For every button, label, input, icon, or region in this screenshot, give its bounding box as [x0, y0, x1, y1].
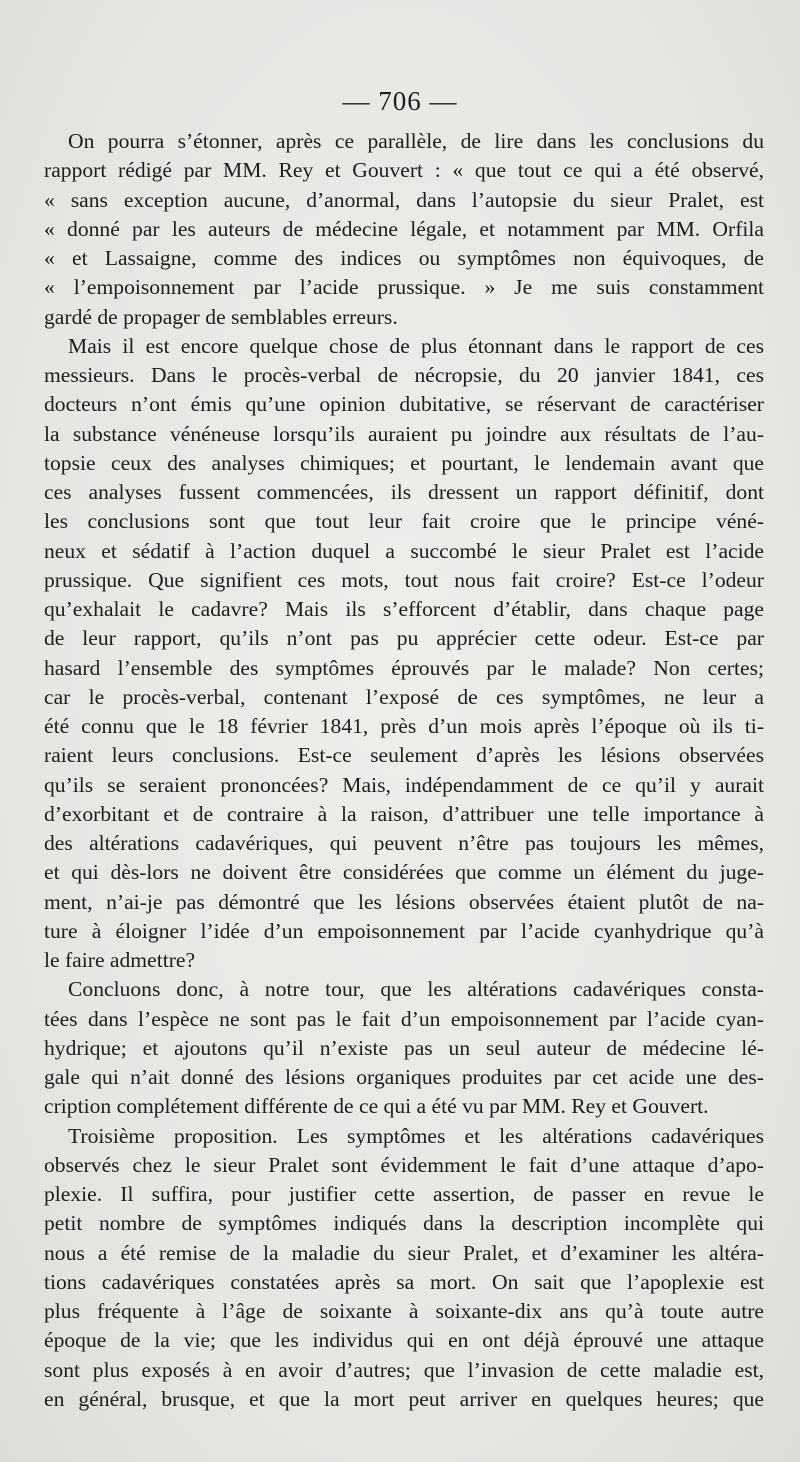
- text-line: prussique. Que signifient ces mots, tout nous fait croire? Est-ce l’odeur: [44, 567, 764, 592]
- text-line: rapport rédigé par MM. Rey et Gouvert : « que tout ce qui a été observé,: [44, 158, 764, 183]
- text-line: été connu que le 18 février 1841, près d’un mois après l’époque où ils ti-: [44, 714, 764, 738]
- text-line: car le procès-verbal, contenant l’exposé de ces symptômes, ne leur a: [44, 684, 764, 709]
- text-line: les conclusions sont que tout leur fait croire que le principe véné-: [44, 509, 764, 534]
- text-line: « sans exception aucune, d’anormal, dans l’autopsie du sieur Pralet, est: [44, 187, 764, 212]
- text-line: raient leurs conclusions. Est-ce seulement d’après les lésions observées: [44, 743, 764, 768]
- text-line: tions cadavériques constatées après sa mort. On sait que l’apoplexie est: [44, 1269, 764, 1294]
- text-line: qu’ils se seraient prononcées? Mais, indépendamment de ce qu’il y aurait: [44, 772, 764, 797]
- text-line: topsie ceux des analyses chimiques; et pourtant, le lendemain avant que: [44, 450, 764, 475]
- text-line: ces analyses fussent commencées, ils dressent un rapport définitif, dont: [44, 480, 764, 504]
- text-line: petit nombre de symptômes indiqués dans la description incomplète qui: [44, 1211, 764, 1236]
- text-line: en général, brusque, et que la mort peut arriver en quelques heures; que: [44, 1386, 764, 1411]
- text-line: plus fréquente à l’âge de soixante à soixante-dix ans qu’à toute autre: [44, 1299, 764, 1323]
- text-line: plexie. Il suffira, pour justifier cette assertion, de passer en revue le: [44, 1182, 764, 1206]
- text-line: Mais il est encore quelque chose de plus étonnant dans le rapport de ces: [68, 333, 764, 358]
- text-line: tées dans l’espèce ne sont pas le fait d’un empoisonnement par l’acide cyan-: [44, 1006, 764, 1031]
- text-line: ment, n’ai-je pas démontré que les lésions observées étaient plutôt de na-: [44, 889, 764, 914]
- text-line: neux et sédatif à l’action duquel a succombé le sieur Pralet est l’acide: [44, 538, 764, 563]
- text-line: des altérations cadavériques, qui peuvent n’être pas toujours les mêmes,: [44, 831, 764, 855]
- text-line: « donné par les auteurs de médecine légale, et notamment par MM. Orfila: [44, 216, 764, 241]
- text-line: la substance vénéneuse lorsqu’ils auraient pu joindre aux résultats de l’au-: [44, 421, 764, 446]
- text-line: « l’empoisonnement par l’acide prussique. » Je me suis constamment: [44, 275, 764, 300]
- text-line: Concluons donc, à notre tour, que les altérations cadavériques consta-: [68, 977, 764, 1002]
- text-line: qu’exhalait le cadavre? Mais ils s’efforcent d’établir, dans chaque page: [44, 597, 764, 621]
- text-line: cription complétement différente de ce qui a été vu par MM. Rey et Gouvert.: [44, 1094, 709, 1119]
- text-line: sont plus exposés à en avoir d’autres; que l’invasion de cette maladie est,: [44, 1357, 764, 1382]
- text-line: d’exorbitant et de contraire à la raison, d’attribuer une telle importance à: [44, 801, 764, 826]
- body-text: [44, 127, 764, 1414]
- text-line: nous a été remise de la maladie du sieur Pralet, et d’examiner les altéra-: [44, 1240, 764, 1265]
- text-line: ture à éloigner l’idée d’un empoisonnement par l’acide cyanhydrique qu’à: [44, 918, 764, 943]
- text-line: hasard l’ensemble des symptômes éprouvés par le malade? Non certes;: [44, 655, 764, 680]
- text-line: le faire admettre?: [44, 948, 196, 972]
- page-number: — 706 —: [342, 86, 458, 116]
- text-line: « et Lassaigne, comme des indices ou symptômes non équivoques, de: [44, 246, 764, 270]
- text-line: hydrique; et ajoutons qu’il n’existe pas un seul auteur de médecine lé-: [44, 1035, 764, 1060]
- text-line: messieurs. Dans le procès-verbal de nécropsie, du 20 janvier 1841, ces: [44, 363, 764, 387]
- text-line: docteurs n’ont émis qu’une opinion dubitative, se réservant de caractériser: [44, 392, 764, 417]
- text-line: époque de la vie; que les individus qui en ont déjà éprouvé une attaque: [44, 1328, 764, 1353]
- text-line: observés chez le sieur Pralet sont évidemment le fait d’une attaque d’apo-: [44, 1152, 764, 1177]
- text-line: gale qui n’ait donné des lésions organiques produites par cet acide une des-: [44, 1065, 764, 1089]
- text-line: de leur rapport, qu’ils n’ont pas pu apprécier cette odeur. Est-ce par: [44, 626, 764, 651]
- text-line: Troisième proposition. Les symptômes et les altérations cadavériques: [68, 1123, 764, 1148]
- text-line: On pourra s’étonner, après ce parallèle, de lire dans les conclusions du: [68, 129, 764, 153]
- text-line: et qui dès-lors ne doivent être considérées que comme un élément du juge-: [44, 860, 764, 885]
- text-line: gardé de propager de semblables erreurs.: [44, 304, 398, 329]
